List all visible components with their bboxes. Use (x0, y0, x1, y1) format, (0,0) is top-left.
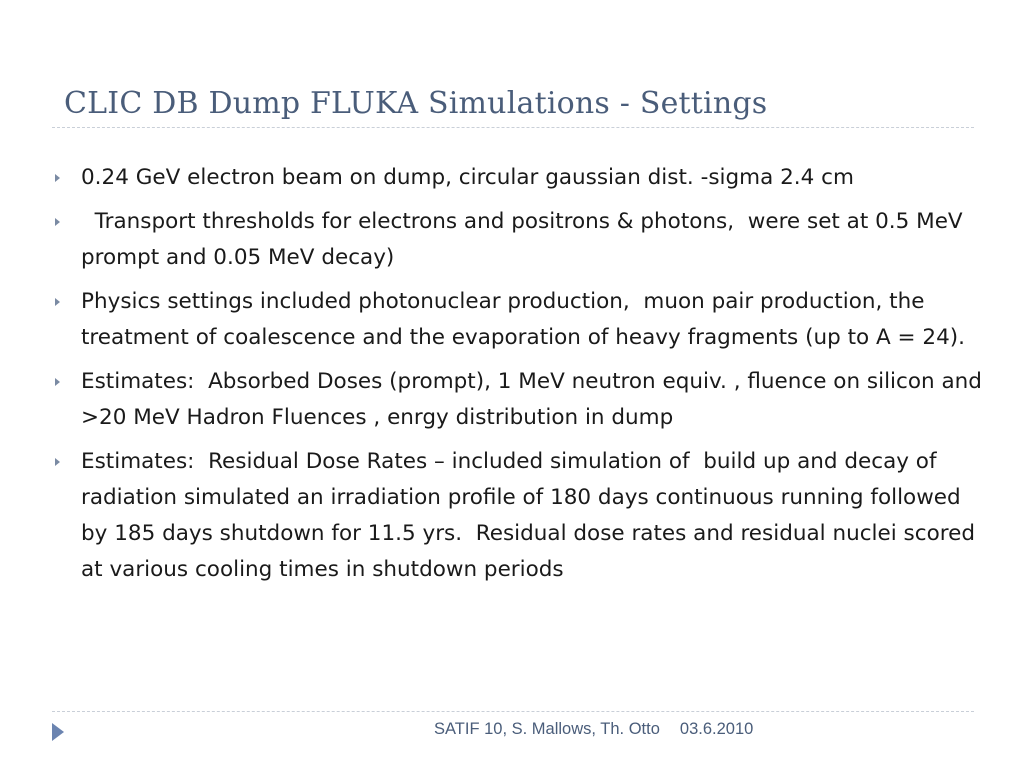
bullet-item (50, 284, 990, 356)
triangle-right-icon (55, 458, 60, 466)
bullet-item (50, 160, 990, 196)
title-divider (52, 127, 974, 128)
bullet-text: 0.24 GeV electron beam on dump, circular gaussian dist. -sigma 2.4 cm (81, 165, 854, 190)
slide-footer (434, 720, 753, 739)
footer-divider (52, 711, 974, 712)
bullet-text: Physics settings included photonuclear production, muon pair production, the treatment of coalescence and the evaporation of heavy fragments (up to A = 24). (81, 289, 965, 350)
bullet-text: Estimates: Residual Dose Rates – included simulation of build up and decay of radiation simulated an irradiation profile of 180 days continuous running followed by 185 days shutdown for 11.5 yrs. Residual dose rates and residual nuclei scored at various cooling times in shutdown periods (81, 449, 975, 582)
bullet-text: Transport thresholds for electrons and positrons & photons, were set at 0.5 MeV prompt and 0.05 MeV decay) (81, 209, 963, 270)
play-triangle-icon (52, 723, 64, 741)
triangle-right-icon (55, 298, 60, 306)
bullet-list (50, 160, 990, 596)
triangle-right-icon (55, 174, 60, 182)
bullet-item (50, 364, 990, 436)
footer-author: SATIF 10, S. Mallows, Th. Otto (434, 720, 660, 738)
bullet-item (50, 204, 990, 276)
bullet-text: Estimates: Absorbed Doses (prompt), 1 MeV neutron equiv. , fluence on silicon and >20 MeV Hadron Fluences , enrgy distribution in dump (81, 369, 982, 430)
bullet-item (50, 444, 990, 588)
slide-title: CLIC DB Dump FLUKA Simulations - Settings (64, 86, 768, 121)
triangle-right-icon (55, 378, 60, 386)
triangle-right-icon (55, 218, 60, 226)
footer-date: 03.6.2010 (679, 720, 754, 738)
